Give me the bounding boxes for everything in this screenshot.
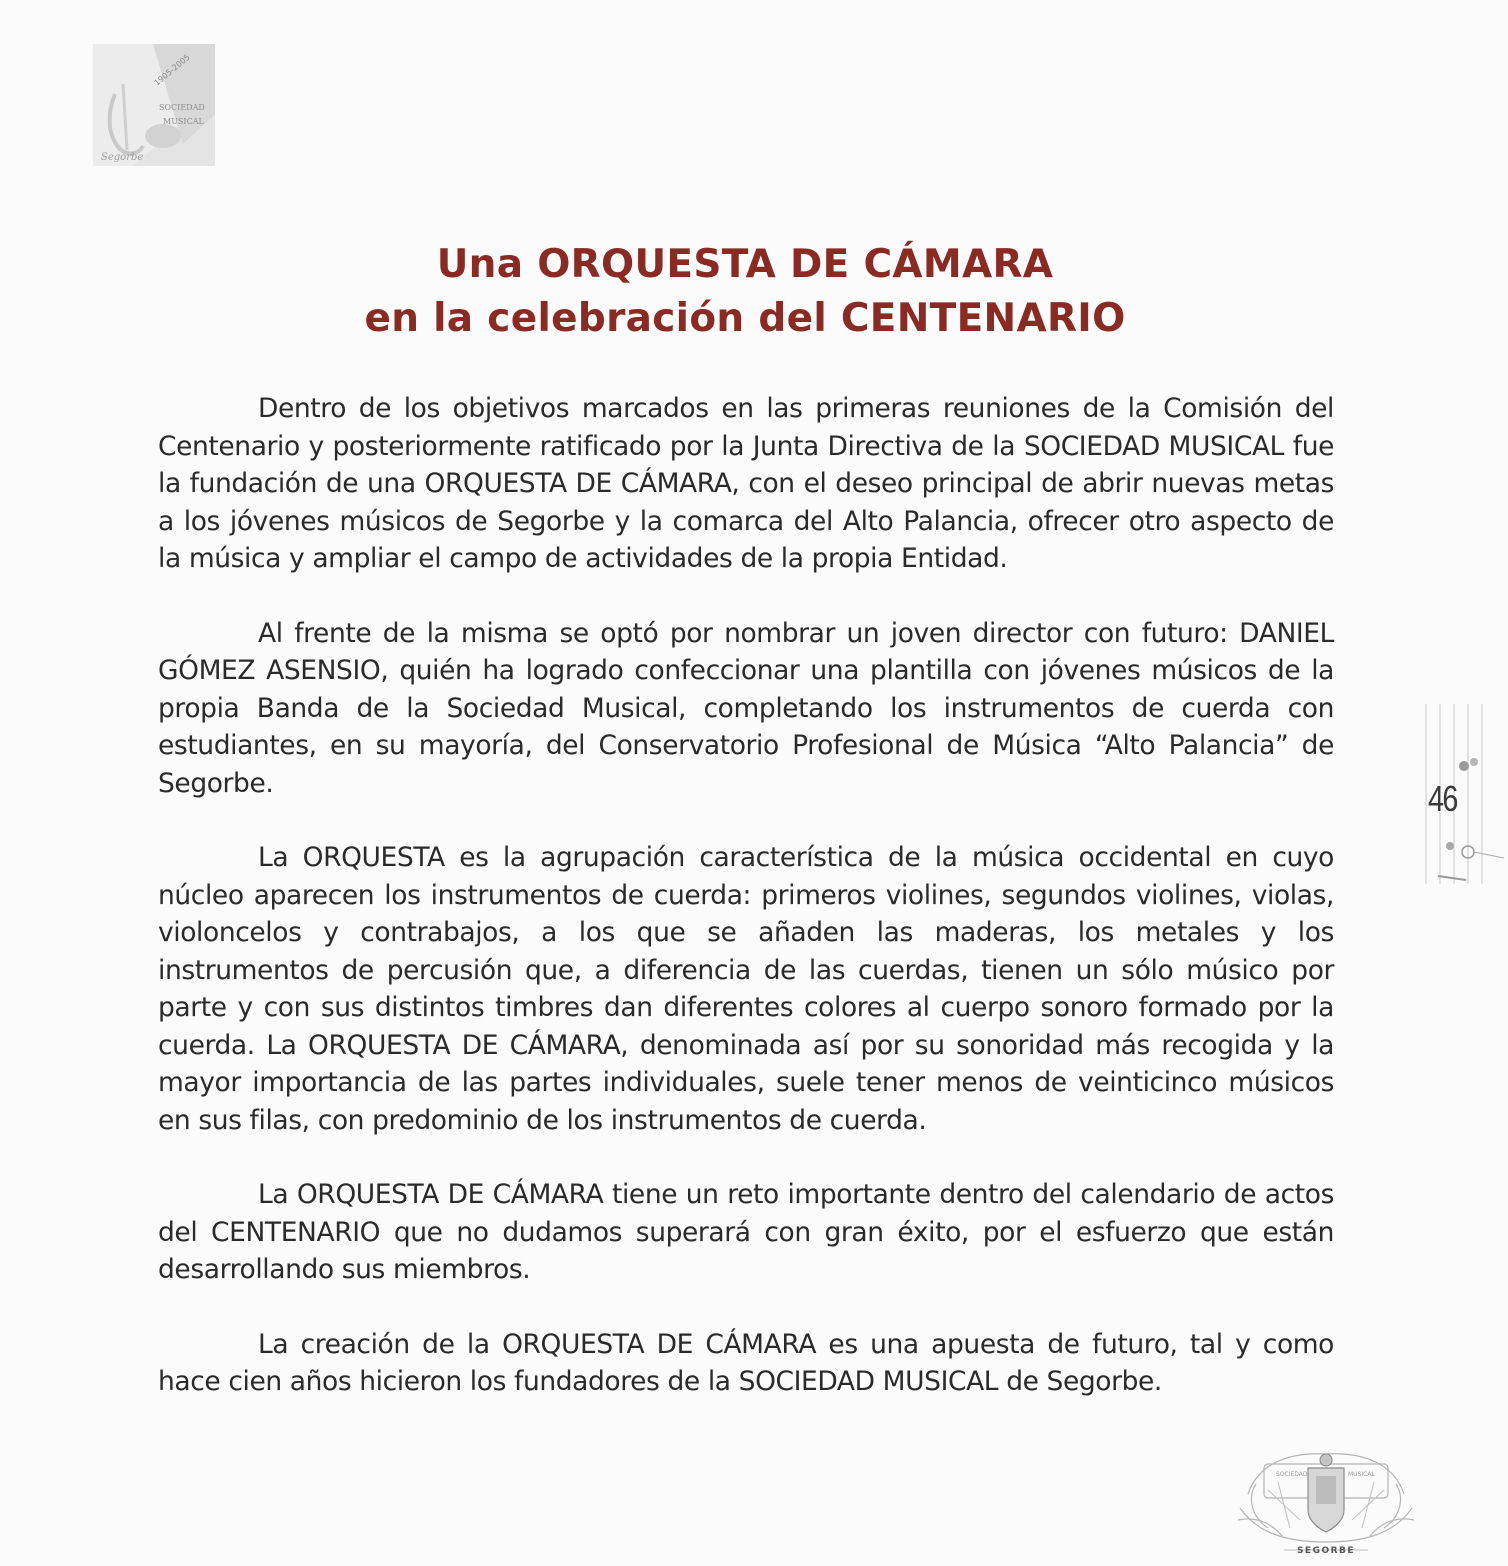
page-number: 46 — [1428, 778, 1457, 819]
paragraph: La ORQUESTA es la agrupación característica de la música occidental en cuyo núcleo aparecen los instrumentos de cuerda: primeros violines, segundos violines, violas, violoncelos y contrabajos, a los que se añaden las maderas, los metales y los instrumentos de percusión que, a diferencia de las cuerdas, tienen un sólo músico por parte y con sus distintos timbres dan diferentes colores al cuerpo sonoro formado por la cuerda. La ORQUESTA DE CÁMARA, denominada así por su sonoridad más recogida y la mayor importancia de las partes individuales, suele tener menos de veinticinco músicos en sus filas, con predominio de los instrumentos de cuerda. — [158, 842, 1334, 1136]
centenary-logo — [93, 44, 215, 166]
paragraph: Dentro de los objetivos marcados en las primeras reuniones de la Comisión del Centenario y posteriormente ratificado por la Junta Directiva de la SOCIEDAD MUSICAL fue la fundación de una ORQUESTA DE CÁMARA, con el deseo principal de abrir nuevas metas a los jóvenes músicos de Segorbe y la comarca del Alto Palancia, ofrecer otro aspecto de la música y ampliar el campo de actividades de la propia Entidad. — [158, 393, 1334, 574]
seal-label: SEGORBE — [1296, 1546, 1356, 1556]
svg-text:1905-2005: 1905-2005 — [152, 52, 192, 88]
svg-text:SOCIEDAD: SOCIEDAD — [159, 103, 205, 112]
paragraph: La ORQUESTA DE CÁMARA tiene un reto importante dentro del calendario de actos del CENTENARIO que no dudamos superará con gran éxito, por el esfuerzo que están desarrollando sus miembros. — [158, 1179, 1334, 1285]
svg-text:MUSICAL: MUSICAL — [163, 117, 204, 126]
paragraph: La creación de la ORQUESTA DE CÁMARA es una apuesta de futuro, tal y como hace cien años hicieron los fundadores de la SOCIEDAD MUSICAL de Segorbe. — [158, 1328, 1334, 1397]
title-line-2: en la celebración del CENTENARIO — [364, 296, 1126, 341]
title-line-1: Una ORQUESTA DE CÁMARA — [436, 242, 1054, 287]
paragraph: Al frente de la misma se optó por nombrar un joven director con futuro: DANIEL GÓMEZ ASENSIO, quién ha logrado confeccionar una plantilla con jóvenes músicos de la propia Banda de la Sociedad Musical, completando los instrumentos de cuerda con estudiantes, en su mayoría, del Conservatorio Profesional de Música “Alto Palancia” de Segorbe. — [158, 617, 1334, 799]
article-body — [158, 390, 1334, 1438]
page-title — [150, 238, 1340, 346]
svg-text:SOCIEDAD: SOCIEDAD — [1276, 1471, 1308, 1478]
svg-text:MUSICAL: MUSICAL — [1348, 1471, 1375, 1478]
segorbe-seal — [1228, 1424, 1424, 1564]
svg-text:Segorbe: Segorbe — [101, 152, 144, 163]
